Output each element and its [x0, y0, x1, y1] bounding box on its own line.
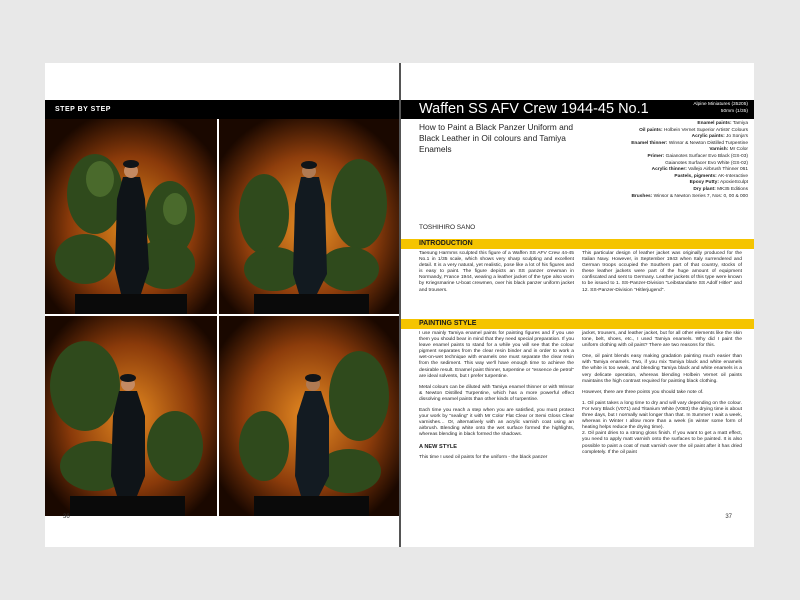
brand-line-2: 50mm (1/35) [720, 108, 748, 114]
new-style-heading: A NEW STYLE [419, 443, 458, 450]
figure-photo-back [219, 119, 399, 314]
article-subtitle: How to Paint a Black Panzer Uniform and Black Leather in Oil colours and Tamiya Enamels [419, 122, 574, 154]
right-page-left-columns [401, 63, 754, 547]
article-title: Waffen SS AFV Crew 1944-45 No.1 [419, 101, 649, 117]
brand-line-1: Alpine Miniatures (35205) [693, 102, 748, 107]
material-row: Varnish: Mr Color [709, 147, 748, 153]
material-row: Epoxy Putty: ApoxieSculpt [689, 180, 748, 186]
material-row: Primer: Gaianotes Surfacer Evo Black (GS-03) [647, 153, 748, 159]
material-row: Brushes: Winsor & Newton Series 7, Nos: 0, 00 & 000 [631, 193, 748, 199]
material-row: Dry plant: MK35 Editions [693, 186, 748, 192]
page-number-left: 36 [63, 514, 70, 520]
figure-photo-side-left [45, 316, 217, 516]
page-number-right: 37 [725, 514, 732, 520]
figure-photo-side-right [219, 316, 399, 516]
painting-style-text-left: I use mainly Tamiya enamel paints for painting figures and if you use them you should bear in mind that they need special preparation. If you leave enamel paints to stand for a while you will see that the colour pigment separates from the clear resin binder and in order to work a wet-on-wet technique with enamels one must separate the clear resin from the sediment. This way we'll have enough time to achieve the desirable result. Enamel paint thinner, turpentine or "essence de petrol" are ideal solvents, but I prefer turpentine. Metal colours can be diluted with Tamiya enamel thinner or with Winsor & Newton Distilled Turpentine, which has a more powerful effect dissolving enamel paints than other kinds of turpentine. Each time you reach a step when you are satisfied, you must protect your work by "sealing" it with Mr Color Flat Clear or Semi Gloss Clear varnishes… Or, alternatively with an acrylic varnish coat using an airbrush. Blending white onto the wet surface formed the highlights, whereas blending in black formed the shadows. A NEW STYLE This time I used oil paints for the uniform - the black panzer [419, 331, 574, 460]
material-row: Gaianotes Surfacer Evo White (GS-02) [665, 160, 748, 166]
material-row: Oil paints: Holbein Vernet Superior Artists' Colours [639, 127, 748, 133]
material-row: Acrylic thinner: Vallejo Airbrush Thinner 061 [651, 167, 748, 173]
section-heading-introduction: INTRODUCTION [401, 239, 579, 249]
intro-text-left: Taesung Harmms sculpted this figure of a Waffen SS AFV Crew 44-45 No.1 in 1/35 scale, which shows very sharp sculpting and excellent detail. It is a very natural, yet realistic, pose like a lot of his figures and is easy to paint. The figure depicts an SS panzer crewman in Normandy, France 1944, wearing a leather jacket of the type also worn by Kriegsmarine U-boat crewmen, over his black panzer uniform jacket and trousers. [419, 251, 574, 293]
material-row: Acrylic paints: Jo Sonja's [691, 134, 748, 140]
author-name: TOSHIHIRO SANO [419, 224, 476, 231]
material-row: Enamel thinner: Winsor & Newton Distilled Turpentine [631, 140, 748, 146]
painting-style-text-right: jacket, trousers, and leather jacket, but for all other elements like the skin tone, belt, shoes, etc., I used Tamiya enamels. Why did I paint the uniform clothing with oil paint? There are two reasons for this. One, oil paint blends easy making gradation painting much easier than with Tamiya enamels. Two, if you mix Tamiya black and white enamels the white is too weak, and blending Tamiya black and white enamels is a very delicate operation, whereas blending Holbein Vernet oil paints maintains the high contrast required for painting black clothing. However, there are three points you should take note of. 1. Oil paint takes a long time to dry and will vary depending on the colour. For Ivory Black (V071) and Titanium White (V083) the drying time is about three days, but I normally wait longer than that. In Summer I wait a week, whereas in Winter I allow more than a week (in winter some form of heating helps reduce the drying time). 2. Oil paint dries to a strong gloss finish. If you want to get a matt effect, you need to apply matt varnish onto the surfaces to be painted. It is also possible to paint a coat of matt varnish over the oil paint after it has dried completely. If the oil paint [582, 331, 742, 455]
intro-text-right: This particular design of leather jacket was originally produced for the Italian Navy. However, in September 1943 when Italy surrendered and German troops occupied the Southern part of that country, stocks of these leather jackets were part of the huge amount of equipment confiscated and sent to Germany. Leather jackets of this type were known to be issued to 1. SS-Panzer-Division "Leibstandarte SS Adolf Hitler" and 12. SS-Panzer-Division "Hitlerjugend". [582, 251, 742, 293]
section-heading-painting-style: PAINTING STYLE [401, 319, 579, 329]
material-row: Pastels, pigments: AK-Interactive [674, 173, 748, 179]
figure-photo-front [45, 119, 217, 314]
left-page [45, 63, 399, 547]
material-row: Enamel paints: Tamiya [697, 121, 748, 126]
step-by-step-header: STEP BY STEP [45, 100, 399, 119]
